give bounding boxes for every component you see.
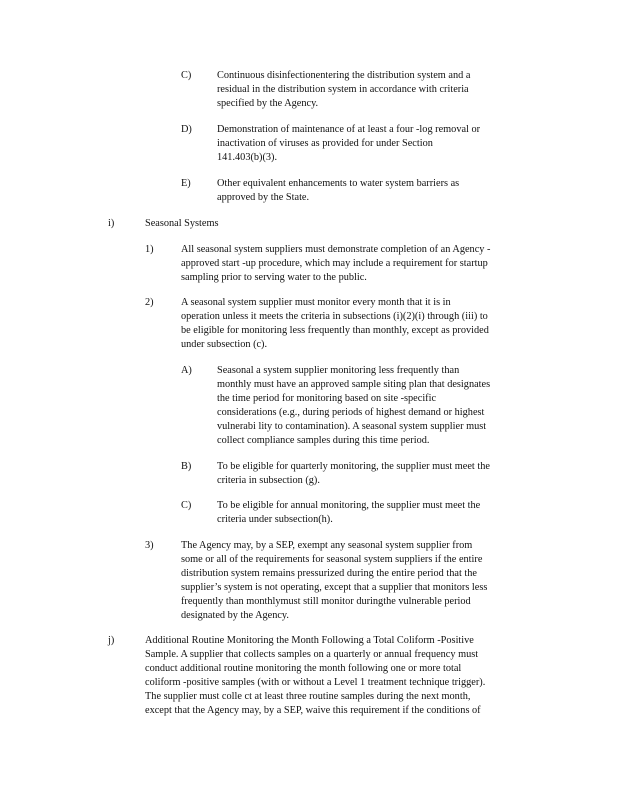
text-line: operation unless it meets the criteria in subsections (i)(2)(i) through (iii) to [181, 310, 488, 322]
item-b-paragraph [217, 460, 490, 488]
text-line: vulnerabi lity to contamination). A seasonal system supplier must [217, 420, 487, 432]
item-label-d: D) [181, 124, 192, 135]
text-line: distribution system remains pressurized during the entire period that the [181, 567, 477, 579]
text-line: inactivation of viruses as provided for under Section [217, 137, 433, 149]
text-line: frequently than monthlymust still monitor duringthe vulnerable period [181, 595, 471, 607]
item-label-3: 3) [145, 540, 154, 551]
item-2-paragraph [181, 296, 489, 352]
text-line: To be eligible for annual monitoring, the supplier must meet the [217, 500, 481, 511]
section-heading: Seasonal Systems [145, 218, 219, 229]
item-d-paragraph [217, 123, 480, 165]
text-line: 141.403(b)(3). [217, 151, 278, 163]
text-line: criteria under subsection(h). [217, 513, 333, 525]
text-line: except that the Agency may, by a SEP, waive this requirement if the conditions of [145, 704, 481, 716]
text-line: collect compliance samples during this time period. [217, 434, 430, 446]
item-label-2: 2) [145, 297, 154, 308]
text-line: To be eligible for quarterly monitoring, the supplier must meet the [217, 461, 490, 472]
text-line: under subsection (c). [181, 338, 268, 350]
text-line: Other equivalent enhancements to water system barriers as [217, 178, 460, 189]
item-3-paragraph [181, 539, 487, 622]
text-line: Sample. A supplier that collects samples on a quarterly or annual frequency must [145, 648, 479, 660]
item-1-paragraph [181, 243, 490, 285]
text-line: A seasonal system supplier must monitor every month that it is in [181, 297, 451, 308]
text-line: The supplier must colle ct at least three routine samples during the next month, [145, 690, 471, 702]
text-line: The Agency may, by a SEP, exempt any seasonal system supplier from [181, 540, 473, 551]
text-line: conduct additional routine monitoring the month following one or more total [145, 662, 462, 674]
section-i-heading [145, 217, 219, 231]
text-line: Additional Routine Monitoring the Month Following a Total Coliform -Positive [145, 635, 474, 646]
item-label-b: B) [181, 461, 192, 472]
text-line: coliform -positive samples (with or without a Level 1 treatment technique trigger). [145, 676, 486, 688]
text-line: approved by the State. [217, 191, 310, 203]
text-line: considerations (e.g., during periods of highest demand or highest [217, 406, 485, 418]
section-label-i: i) [108, 218, 115, 229]
text-line: monthly must have an approved sample siting plan that designates [217, 378, 491, 390]
text-line: criteria in subsection (g). [217, 474, 320, 486]
section-j-paragraph [145, 634, 485, 717]
item-c-paragraph [217, 69, 470, 111]
text-line: supplier’s system is not operating, except that a supplier that monitors less [181, 581, 488, 593]
text-line: residual in the distribution system in accordance with criteria [217, 83, 469, 95]
item-label-e: E) [181, 178, 191, 189]
item-label-c: C) [181, 70, 192, 81]
text-line: All seasonal system suppliers must demonstrate completion of an Agency - [181, 244, 491, 255]
item-e-paragraph [217, 177, 459, 205]
section-label-j: j) [108, 635, 115, 646]
text-line: Continuous disinfectionentering the distribution system and a [217, 70, 471, 81]
text-line: approved start -up procedure, which may include a requirement for startup [181, 257, 488, 269]
item-a-paragraph [217, 364, 490, 447]
text-line: designated by the Agency. [181, 609, 289, 621]
text-line: some or all of the requirements for seasonal system suppliers if the entire [181, 553, 483, 565]
text-line: Seasonal a system supplier monitoring less frequently than [217, 365, 460, 376]
item-label-1: 1) [145, 244, 154, 255]
item-label-c2: C) [181, 500, 192, 511]
item-label-a: A) [181, 365, 192, 376]
text-line: sampling prior to serving water to the public. [181, 271, 367, 283]
item-c2-paragraph [217, 499, 480, 527]
text-line: specified by the Agency. [217, 97, 319, 109]
text-line: the time period for monitoring based on site -specific [217, 392, 437, 404]
text-line: Demonstration of maintenance of at least a four -log removal or [217, 124, 481, 135]
text-line: be eligible for monitoring less frequently than monthly, except as provided [181, 324, 489, 336]
